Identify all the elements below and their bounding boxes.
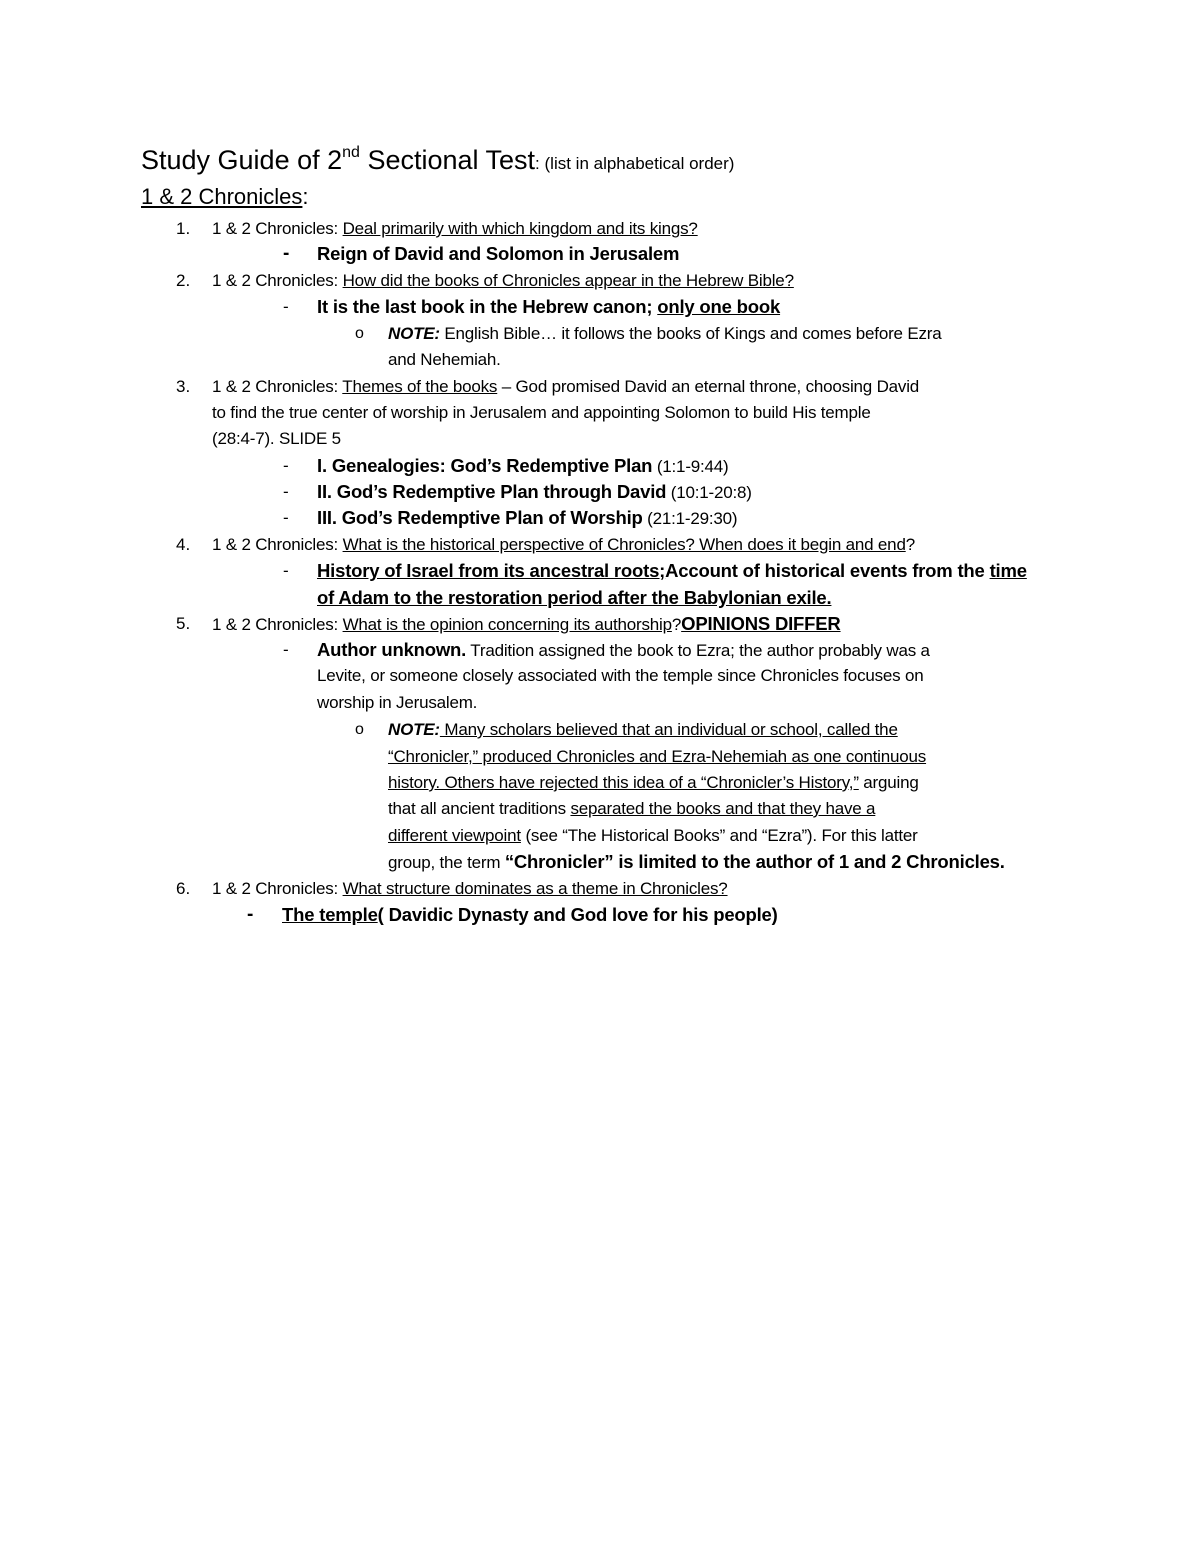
question-number: 2. — [176, 271, 191, 290]
dash-marker: - — [283, 297, 289, 316]
question-3-line3: (28:4-7). SLIDE 5 — [212, 429, 341, 448]
question-3: 1 & 2 Chronicles: Themes of the books – God promised David an eternal throne, choosing David — [212, 377, 920, 396]
theme-3: III. God’s Redemptive Plan of Worship (21:1-29:30) — [317, 507, 738, 528]
answer-1: Reign of David and Solomon in Jerusalem — [317, 243, 680, 264]
question-number: 5. — [176, 614, 191, 633]
question-2: 1 & 2 Chronicles: How did the books of Chronicles appear in the Hebrew Bible? — [212, 271, 794, 290]
bullet-marker: o — [355, 721, 364, 738]
note-5-line1: NOTE: Many scholars believed that an individual or school, called the — [388, 720, 898, 739]
dash-marker: - — [283, 456, 289, 475]
title-note: (list in alphabetical order) — [544, 154, 735, 173]
answer-6: The temple( Davidic Dynasty and God love for his people) — [282, 904, 778, 925]
dash-marker: - — [283, 561, 289, 580]
note-2-line2: and Nehemiah. — [388, 350, 501, 369]
question-3-line2: to find the true center of worship in Jerusalem and appointing Solomon to build His temple — [212, 403, 871, 422]
answer-4-line2: of Adam to the restoration period after the Babylonian exile. — [317, 587, 832, 608]
dash-marker: - — [283, 508, 289, 527]
note-5-line3: history. Others have rejected this idea of a “Chronicler’s History,” arguing — [388, 773, 919, 792]
note-5-line4: that all ancient traditions separated the books and that they have a — [388, 799, 876, 818]
answer-2: It is the last book in the Hebrew canon; only one book — [317, 296, 781, 317]
section-heading: 1 & 2 Chronicles: — [141, 184, 309, 209]
author-line3: worship in Jerusalem. — [317, 693, 478, 712]
note-2-line1: NOTE: English Bible… it follows the books of Kings and comes before Ezra — [388, 324, 942, 343]
bullet-marker: o — [355, 325, 364, 342]
note-5-line6: group, the term “Chronicler” is limited to the author of 1 and 2 Chronicles. — [388, 851, 1005, 872]
dash-marker: - — [247, 904, 254, 925]
question-4: 1 & 2 Chronicles: What is the historical perspective of Chronicles? When does it begin and end? — [212, 535, 915, 554]
note-5-line5: different viewpoint (see “The Historical Books” and “Ezra”). For this latter — [388, 826, 918, 845]
dash-marker: - — [283, 243, 290, 264]
theme-1: I. Genealogies: God’s Redemptive Plan (1:1-9:44) — [317, 455, 729, 476]
page-title: Study Guide of 2nd Sectional Test: (list in alphabetical order) — [141, 144, 735, 175]
note-5-line2: “Chronicler,” produced Chronicles and Ezra-Nehemiah as one continuous — [388, 747, 927, 766]
dash-marker: - — [283, 640, 289, 659]
question-1: 1 & 2 Chronicles: Deal primarily with which kingdom and its kings? — [212, 219, 698, 238]
question-6: 1 & 2 Chronicles: What structure dominates as a theme in Chronicles? — [212, 879, 728, 898]
dash-marker: - — [283, 482, 289, 501]
author-line2: Levite, or someone closely associated with the temple since Chronicles focuses on — [317, 666, 924, 685]
author-line1: Author unknown. Tradition assigned the book to Ezra; the author probably was a — [317, 639, 930, 660]
question-number: 4. — [176, 535, 191, 554]
question-number: 6. — [176, 879, 191, 898]
theme-2: II. God’s Redemptive Plan through David (10:1-20:8) — [317, 481, 752, 502]
title-superscript: nd — [342, 144, 360, 161]
question-5: 1 & 2 Chronicles: What is the opinion concerning its authorship?OPINIONS DIFFER — [212, 613, 841, 634]
question-number: 1. — [176, 219, 191, 238]
question-number: 3. — [176, 377, 191, 396]
answer-4-line1: History of Israel from its ancestral roots;Account of historical events from the time — [317, 560, 1027, 581]
